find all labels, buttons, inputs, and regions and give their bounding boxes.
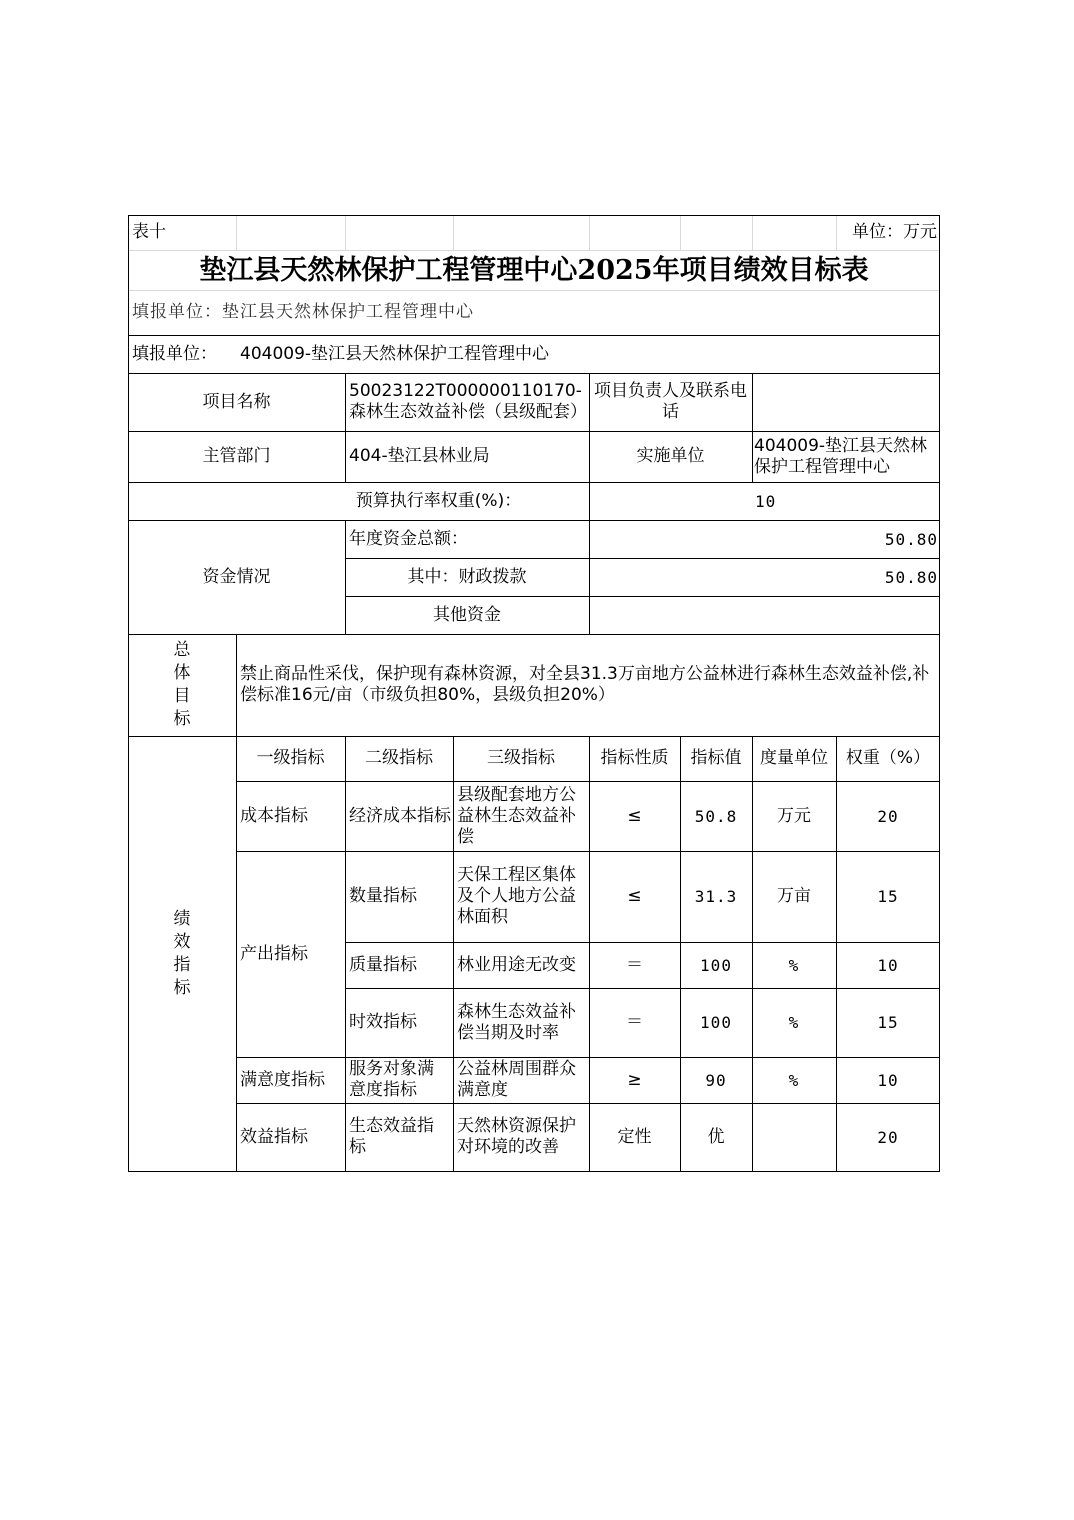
table-row-2-value: 100 <box>700 955 732 975</box>
unit-label: 单位：万元 <box>852 222 937 242</box>
level1-cost: 成本指标 <box>240 805 308 826</box>
goal-label: 总 体 目 标 <box>173 640 191 729</box>
table-row-4-nature: ≥ <box>627 1069 642 1090</box>
table-row-0-unit: 万元 <box>777 805 811 826</box>
table-row-2-nature: ＝ <box>626 954 643 975</box>
table-row-1-value: 31.3 <box>694 887 738 906</box>
filler-label: 填报单位： <box>132 343 217 364</box>
project-name-value: 50023122T000000110170-森林生态效益补偿（县级配套） <box>349 381 587 422</box>
table-number: 表十 <box>132 222 166 242</box>
header-level3: 三级指标 <box>487 748 555 768</box>
table-row-1-weight: 15 <box>877 887 899 906</box>
table-row-0-value: 50.8 <box>694 806 738 826</box>
table-row-4-weight: 10 <box>877 1070 899 1090</box>
table-row-0-nature: ≤ <box>627 805 642 826</box>
impl-value: 404009-垫江县天然林保护工程管理中心 <box>754 435 928 477</box>
filler-unit-line: 填报单位：垫江县天然林保护工程管理中心 <box>132 302 474 322</box>
impl-label: 实施单位 <box>636 446 705 466</box>
table-row-5-weight: 20 <box>877 1127 899 1147</box>
table-row-4-unit: % <box>788 1070 800 1090</box>
funds-label: 资金情况 <box>202 566 271 587</box>
page-title: 垫江县天然林保护工程管理中心2025年项目绩效目标表 <box>199 254 869 286</box>
filler-value: 404009-垫江县天然林保护工程管理中心 <box>240 343 550 364</box>
table-row-5-value: 优 <box>707 1126 725 1147</box>
table-row-3-l2: 时效指标 <box>349 1012 417 1032</box>
contact-label: 项目负责人及联系电话 <box>594 381 747 422</box>
table-row-4-l2: 服务对象满意度指标 <box>349 1059 434 1100</box>
indicators-label: 绩 效 指 标 <box>173 909 191 998</box>
table-row-0-l2: 经济成本指标 <box>349 805 451 826</box>
dept-label: 主管部门 <box>202 446 271 466</box>
table-row-5-l3: 天然林资源保护对环境的改善 <box>457 1116 576 1157</box>
table-row-4-value: 90 <box>705 1070 727 1090</box>
table-row-5-unit <box>752 1103 836 1171</box>
table-row-1-nature: ≤ <box>627 886 642 906</box>
header-weight: 权重（%） <box>845 748 931 768</box>
table-row-1-l3: 天保工程区集体及个人地方公益林面积 <box>457 865 576 927</box>
table-row-2-l3: 林业用途无改变 <box>457 954 576 975</box>
table-row-5-l2: 生态效益指标 <box>349 1116 434 1157</box>
funds-other-value <box>589 596 940 634</box>
project-name-label: 项目名称 <box>202 391 271 412</box>
contact-value <box>752 373 940 431</box>
table-row-4-l3: 公益林周围群众满意度 <box>457 1059 576 1100</box>
table-row-3-unit: % <box>788 1013 800 1032</box>
table-row-5-nature: 定性 <box>617 1126 652 1147</box>
level1-benefit: 效益指标 <box>240 1126 308 1147</box>
table-row-2-weight: 10 <box>877 955 899 975</box>
table-row-3-weight: 15 <box>877 1013 899 1032</box>
funds-total-value: 50.80 <box>884 529 938 549</box>
dept-value: 404-垫江县林业局 <box>349 446 490 466</box>
table-row-2-unit: % <box>788 955 800 975</box>
funds-fiscal-value: 50.80 <box>884 567 938 587</box>
performance-target-table <box>128 215 940 1172</box>
funds-fiscal-label: 其中：财政拨款 <box>407 566 527 587</box>
table-row-3-l3: 森林生态效益补偿当期及时率 <box>457 1001 576 1043</box>
header-nature: 指标性质 <box>600 748 669 768</box>
header-level2: 二级指标 <box>365 748 433 768</box>
header-unit: 度量单位 <box>760 748 828 768</box>
budget-weight-value: 10 <box>755 491 777 511</box>
table-row-2-l2: 质量指标 <box>349 954 417 975</box>
level1-output: 产出指标 <box>240 943 308 964</box>
header-value: 指标值 <box>690 748 742 768</box>
budget-weight-label: 预算执行率权重(%)： <box>355 490 522 511</box>
table-row-1-l2: 数量指标 <box>349 886 417 906</box>
table-row-0-l3: 县级配套地方公益林生态效益补偿 <box>457 784 576 847</box>
table-row-0-weight: 20 <box>877 806 899 826</box>
header-level1: 一级指标 <box>256 748 325 768</box>
level1-satisfaction: 满意度指标 <box>240 1069 325 1090</box>
funds-other-label: 其他资金 <box>433 604 501 625</box>
funds-total-label: 年度资金总额： <box>349 528 468 549</box>
goal-text: 禁止商品性采伐，保护现有森林资源，对全县31.3万亩地方公益林进行森林生态效益补偿,补偿标准16元/亩（市级负担80%，县级负担20%） <box>240 664 930 705</box>
table-row-3-nature: ＝ <box>626 1012 643 1032</box>
table-row-1-unit: 万亩 <box>777 886 811 906</box>
table-row-3-value: 100 <box>700 1013 732 1032</box>
